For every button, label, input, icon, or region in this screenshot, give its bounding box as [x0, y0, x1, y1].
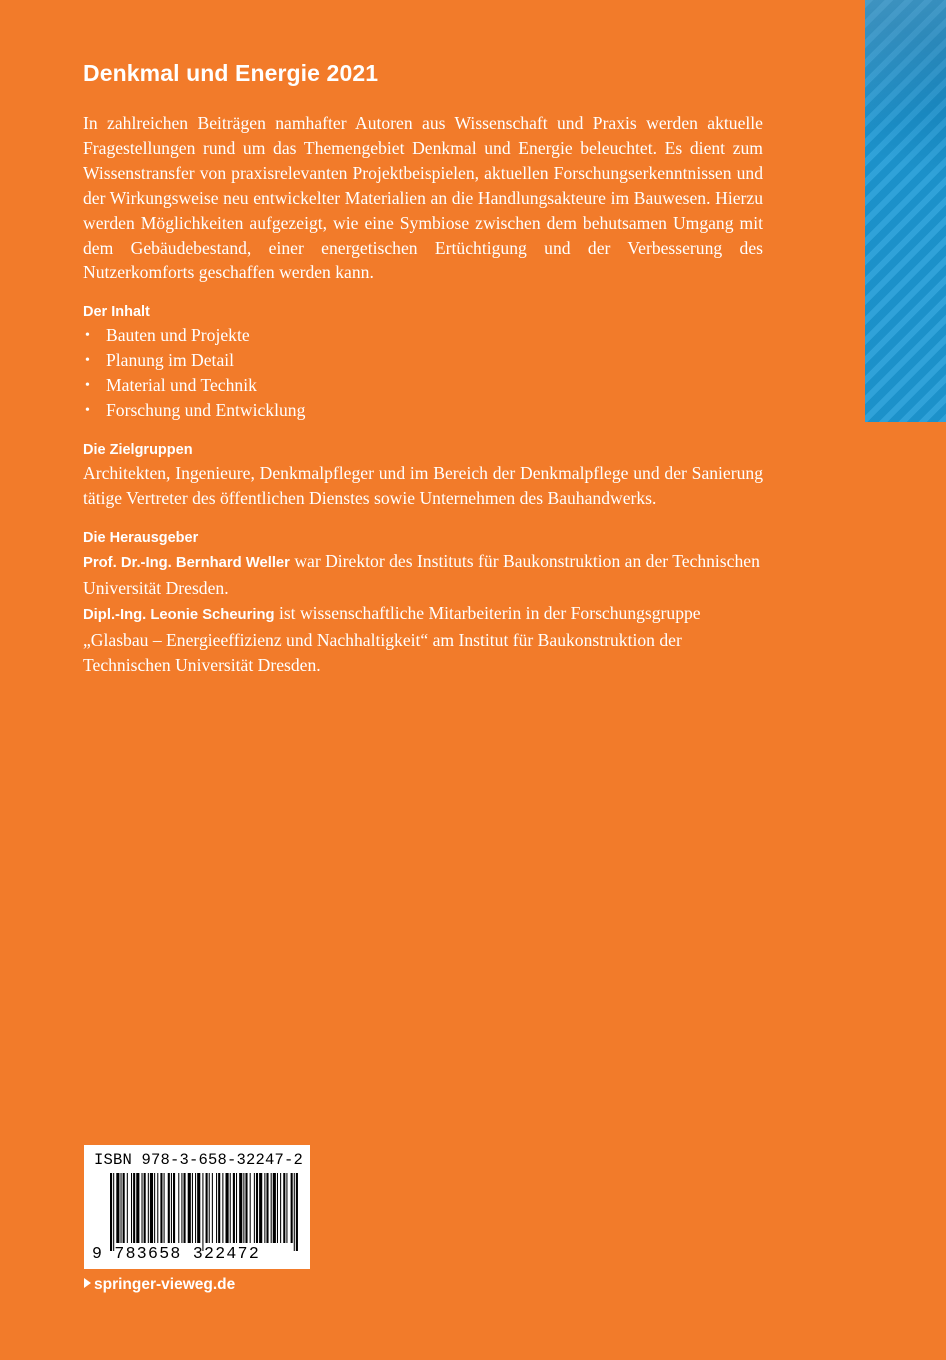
barcode-bar — [264, 1173, 265, 1243]
barcode-bar — [123, 1173, 125, 1243]
list-item — [83, 398, 763, 423]
section-heading-herausgeber: Die Herausgeber — [83, 530, 199, 547]
editor-name: Prof. Dr.-Ing. Bernhard Weller — [83, 555, 290, 572]
barcode-bar — [283, 1173, 285, 1243]
barcode-bar — [168, 1173, 170, 1243]
barcode-bar — [148, 1173, 149, 1243]
barcode-bar — [133, 1173, 135, 1243]
barcode-bar — [277, 1173, 278, 1243]
barcode-bar — [157, 1173, 158, 1243]
editor-description: ist wissenschaftliche Mitarbeiterin in der Forschungsgruppe „Glasbau – Energieeffizienz und Nachhaltigkeit“ am Institut für Baukonstruktion der Technischen Universität Dresden. — [83, 602, 701, 675]
barcode-bar — [212, 1173, 213, 1243]
barcode-bar — [164, 1173, 165, 1243]
barcode-bar — [271, 1173, 272, 1243]
editor-bio — [83, 549, 763, 601]
barcode-bar — [256, 1173, 258, 1243]
barcode-bar — [230, 1173, 231, 1243]
barcode-bar — [245, 1173, 247, 1243]
barcode-bar — [239, 1173, 242, 1243]
editor-description: war Direktor des Instituts für Baukonstruktion an der Technischen Universität Dresden. — [83, 551, 760, 599]
barcode-bar — [144, 1173, 146, 1243]
editor-name: Dipl.-Ing. Leonie Scheuring — [83, 606, 275, 623]
barcode-bar — [233, 1173, 235, 1243]
barcode-bar — [184, 1173, 186, 1243]
target-groups-text: Architekten, Ingenieure, Denkmalpfleger und im Bereich der Denkmalpflege und der Sanierung tätige Vertreter des öffentlichen Dienstes sowie Unternehmen des Bauhandwerks. — [83, 463, 763, 509]
barcode-bar — [273, 1173, 276, 1243]
barcode-bar — [160, 1173, 162, 1243]
barcode-bar — [181, 1173, 182, 1243]
barcode-bar — [188, 1173, 191, 1243]
barcode-bar — [250, 1173, 251, 1243]
barcode-bar — [294, 1173, 295, 1251]
barcode-bar — [197, 1173, 200, 1243]
barcode-digits: 9 783658 322472 — [92, 1244, 261, 1263]
isbn-number: ISBN 978-3-658-32247-2 — [94, 1151, 304, 1169]
barcode-bar — [173, 1173, 175, 1243]
list-item — [83, 323, 763, 348]
barcode-bar — [222, 1173, 223, 1243]
isbn-barcode — [84, 1145, 310, 1269]
barcode-bar — [236, 1173, 237, 1243]
list-item-label: Forschung und Entwicklung — [106, 400, 306, 421]
bullet-icon: • — [85, 353, 90, 369]
barcode-bar — [254, 1173, 255, 1243]
barcode-bar — [266, 1173, 268, 1243]
section-heading-zielgruppen: Die Zielgruppen — [83, 442, 193, 459]
barcode-bar — [171, 1173, 172, 1243]
barcode-bar — [154, 1173, 155, 1243]
barcode-bar — [142, 1173, 143, 1243]
barcode-bar — [178, 1173, 179, 1243]
publisher-link[interactable] — [84, 1276, 235, 1294]
barcode-bar — [296, 1173, 298, 1251]
barcode-bar — [192, 1173, 193, 1243]
list-item — [83, 373, 763, 398]
barcode-bar — [243, 1173, 244, 1243]
barcode-bar — [286, 1173, 287, 1243]
cover-text — [83, 60, 763, 678]
cover-image-strip — [865, 0, 946, 422]
barcode-bar — [218, 1173, 220, 1243]
barcode-bar — [206, 1173, 208, 1243]
barcode-bar — [150, 1173, 153, 1243]
barcode-bar — [216, 1173, 217, 1243]
barcode-bar — [113, 1173, 114, 1251]
list-item-label: Planung im Detail — [106, 350, 235, 371]
list-item-label: Bauten und Projekte — [106, 325, 250, 346]
barcode-bar — [202, 1173, 203, 1251]
bullet-icon: • — [85, 328, 90, 344]
barcode-bar — [259, 1173, 262, 1243]
section-heading-inhalt: Der Inhalt — [83, 304, 150, 321]
publisher-url: springer-vieweg.de — [94, 1276, 236, 1293]
arrow-right-icon — [84, 1278, 91, 1288]
barcode-bar — [209, 1173, 210, 1243]
barcode-bar — [127, 1173, 128, 1243]
barcode-bar — [110, 1173, 112, 1251]
barcode-bars — [92, 1173, 302, 1251]
list-item — [83, 348, 763, 373]
barcode-bar — [121, 1173, 122, 1243]
contents-list — [83, 323, 763, 423]
bullet-icon: • — [85, 403, 90, 419]
list-item-label: Material und Technik — [106, 375, 257, 396]
editor-bio — [83, 601, 763, 678]
barcode-bar — [195, 1173, 196, 1243]
barcode-bar — [136, 1173, 139, 1243]
barcode-bar — [291, 1173, 293, 1243]
barcode-bar — [226, 1173, 229, 1243]
bullet-icon: • — [85, 378, 90, 394]
barcode-bar — [116, 1173, 119, 1243]
barcode-bar — [131, 1173, 132, 1243]
book-title: Denkmal und Energie 2021 — [83, 60, 379, 86]
barcode-bar — [280, 1173, 281, 1243]
intro-paragraph: In zahlreichen Beiträgen namhafter Autoren aus Wissenschaft und Praxis werden aktuelle Fragestellungen rund um das Themengebiet Denkmal und Energie beleuchtet. Es dient zum Wissenstransfer von praxisrelevanten Projektbeispielen, aktuellen Forschungserkenntnissen und der Wirkungsweise neu entwickelter Materialien an die Handlungsakteure im Bauwesen. Hierzu werden Möglichkeiten aufgezeigt, wie eine Symbiose zwischen dem behutsamen Umgang mit dem Gebäudebestand, einer energetischen Ertüchtigung und der Verbesserung des Nutzerkomforts geschaffen werden kann. — [83, 113, 763, 283]
